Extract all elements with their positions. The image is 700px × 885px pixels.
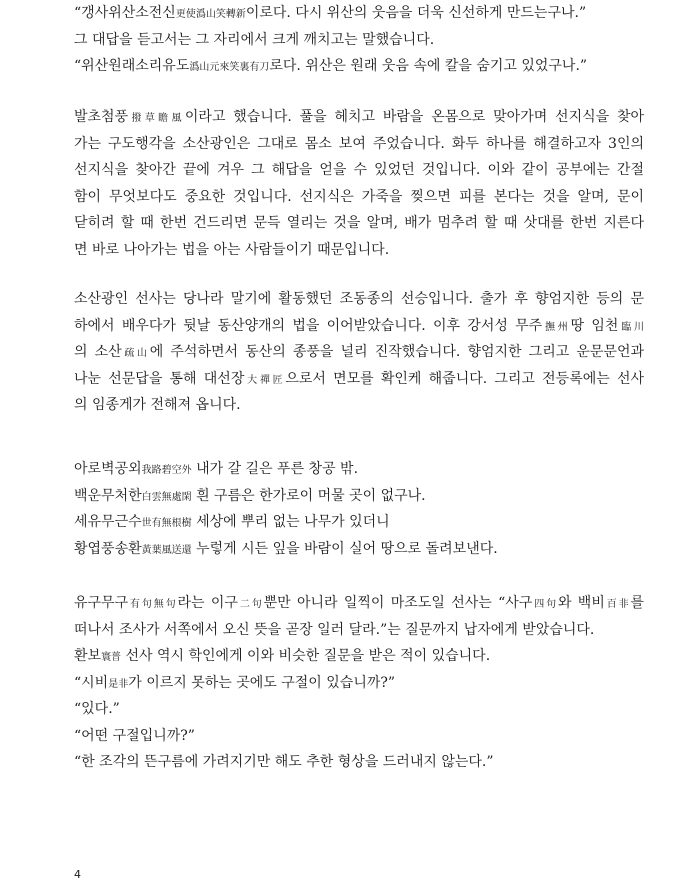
text-line — [74, 317, 644, 337]
hanja-gloss: 黃葉風送還 — [141, 544, 192, 556]
hanja-gloss: 潙山元來笑裏有刀 — [189, 62, 270, 73]
hanja-gloss: 白雲無處閑 — [141, 491, 192, 503]
text-line — [74, 241, 644, 259]
text-line — [74, 108, 644, 128]
text-line — [74, 753, 644, 771]
hanja-gloss: 大禪匠 — [244, 374, 286, 386]
text-segment: 유구무구 — [74, 595, 129, 611]
text-segment: 이로다. 다시 위산의 웃음을 더욱 신선하게 만드는구나.” — [245, 5, 587, 21]
text-segment: 발초첨풍 — [74, 109, 129, 125]
text-segment: 그 대답을 듣고서는 그 자리에서 크게 깨치고는 말했습니다. — [74, 31, 435, 48]
text-line — [74, 214, 644, 232]
text-line — [74, 647, 644, 667]
text-segment: 의 소산 — [74, 344, 122, 360]
text-segment: “위산원래소리유도 — [74, 58, 190, 74]
text-segment: 닫히려 할 때 한번 건드리면 문득 열리는 것을 알며, 배가 멈추려 할 때 삿대를 한번 지른다 — [74, 215, 644, 231]
text-line — [74, 727, 644, 745]
text-line — [74, 4, 644, 24]
text-segment: “있다.” — [74, 701, 120, 717]
hanja-gloss: 有句無句 — [128, 599, 178, 610]
hanja-gloss: 世有無根樹 — [141, 518, 192, 529]
text-segment: 라는 이구 — [177, 595, 238, 611]
text-segment: “어떤 구절입니까?” — [74, 727, 195, 744]
hanja-gloss: 撫州 — [542, 321, 571, 333]
text-segment: 아로벽공외 — [74, 461, 142, 477]
text-line — [74, 487, 644, 507]
text-segment: 가는 구도행각을 소산광인은 그대로 몸소 보여 주었습니다. 화두 하나를 해결하고자 3인의 — [74, 135, 644, 152]
text-line — [74, 370, 644, 390]
text-segment: 와 백비 — [557, 595, 605, 611]
hanja-gloss: 撥草瞻風 — [128, 113, 185, 124]
text-segment: 황엽풍송환 — [74, 540, 142, 557]
text-segment: 의 임종게가 전해져 옵니다. — [74, 397, 241, 413]
hanja-gloss: 是非 — [108, 678, 129, 690]
text-line — [74, 57, 644, 77]
text-line — [74, 290, 644, 308]
text-segment: 환보 — [74, 648, 102, 664]
text-segment: 가 이르지 못하는 곳에도 구절이 있습니까?” — [128, 674, 396, 691]
text-segment: 누렇게 시든 잎을 바람이 실어 땅으로 돌려보낸다. — [191, 540, 498, 557]
text-line — [74, 161, 644, 179]
hanja-gloss: 二句 — [237, 599, 264, 610]
text-line — [74, 621, 644, 639]
text-segment: “한 조각의 뜬구름에 가려지기만 해도 추한 형상을 드러내지 않는다.” — [74, 754, 494, 770]
text-segment: 하에서 배우다가 뒷날 동산양개의 법을 이어받았습니다. 이후 강서성 무주 — [74, 317, 543, 334]
text-segment: 으로서 면모를 확인케 해줍니다. 그리고 전등록에는 선사 — [285, 370, 644, 387]
text-segment: 내가 갈 길은 푸른 창공 밖. — [191, 461, 359, 477]
text-segment: 를 — [630, 595, 644, 611]
text-line — [74, 513, 644, 533]
hanja-gloss: 臨川 — [618, 321, 644, 333]
text-segment: 뿐만 아니라 일찍이 마조도일 선사는 “사구 — [263, 595, 533, 611]
text-segment: 땅 임천 — [570, 317, 619, 334]
text-line — [74, 700, 644, 718]
hanja-gloss: 百非 — [604, 599, 631, 610]
text-segment: 로다. 위산은 원래 웃음 속에 칼을 숨기고 있었구나.” — [269, 58, 588, 74]
text-segment: 선지식을 찾아간 끝에 겨우 그 해답을 얻을 수 있었던 것입니다. 이와 같이 공부에는 간절 — [74, 162, 644, 178]
text-segment: 흰 구름은 한가로이 머물 곳이 없구나. — [191, 487, 426, 504]
text-segment: 나눈 선문답을 통해 대선장 — [74, 370, 245, 387]
hanja-gloss: 四句 — [532, 599, 558, 610]
hanja-gloss: 疏山 — [121, 348, 150, 359]
text-line — [74, 460, 644, 480]
text-segment: 떠나서 조사가 서쪽에서 오신 뜻을 곧장 일러 달라.”는 질문까지 납자에게 받았습니다. — [74, 621, 595, 638]
hanja-gloss: 我路碧空外 — [141, 465, 192, 476]
text-line — [74, 135, 644, 153]
text-segment: “시비 — [74, 674, 109, 691]
hanja-gloss: 更使潙山笑轉新 — [175, 9, 246, 20]
text-line — [74, 674, 644, 694]
text-line — [74, 594, 644, 614]
hanja-gloss: 寰普 — [101, 652, 122, 663]
text-segment: 세상에 뿌리 없는 나무가 있더니 — [191, 514, 390, 530]
text-segment: “갱사위산소전신 — [74, 5, 176, 21]
text-segment: 면 바로 나아가는 법을 아는 사람들이기 때문입니다. — [74, 241, 390, 258]
text-line — [74, 396, 644, 414]
text-segment: 선사 역시 학인에게 이와 비슷한 질문을 받은 적이 있습니다. — [121, 648, 491, 664]
text-line — [74, 540, 644, 560]
text-segment: 이라고 했습니다. 풀을 헤치고 바람을 온몸으로 맞아가며 선지식을 찾아 — [184, 109, 644, 125]
text-segment: 백운무처한 — [74, 487, 142, 504]
text-line — [74, 188, 644, 206]
text-line — [74, 31, 644, 49]
text-segment: 소산광인 선사는 당나라 말기에 활동했던 조동종의 선승입니다. 출가 후 향엄지한 등의 문 — [74, 291, 644, 307]
text-line — [74, 343, 644, 363]
page-number: 4 — [74, 868, 81, 881]
text-segment: 세유무근수 — [74, 514, 142, 530]
text-segment: 함이 무엇보다도 중요한 것입니다. 선지식은 가죽을 찢으면 피를 본다는 것을 알며, 문이 — [74, 188, 644, 205]
text-segment: 에 주석하면서 동산의 종풍을 널리 진작했습니다. 향엄지한 그리고 운문문언과 — [149, 344, 644, 360]
